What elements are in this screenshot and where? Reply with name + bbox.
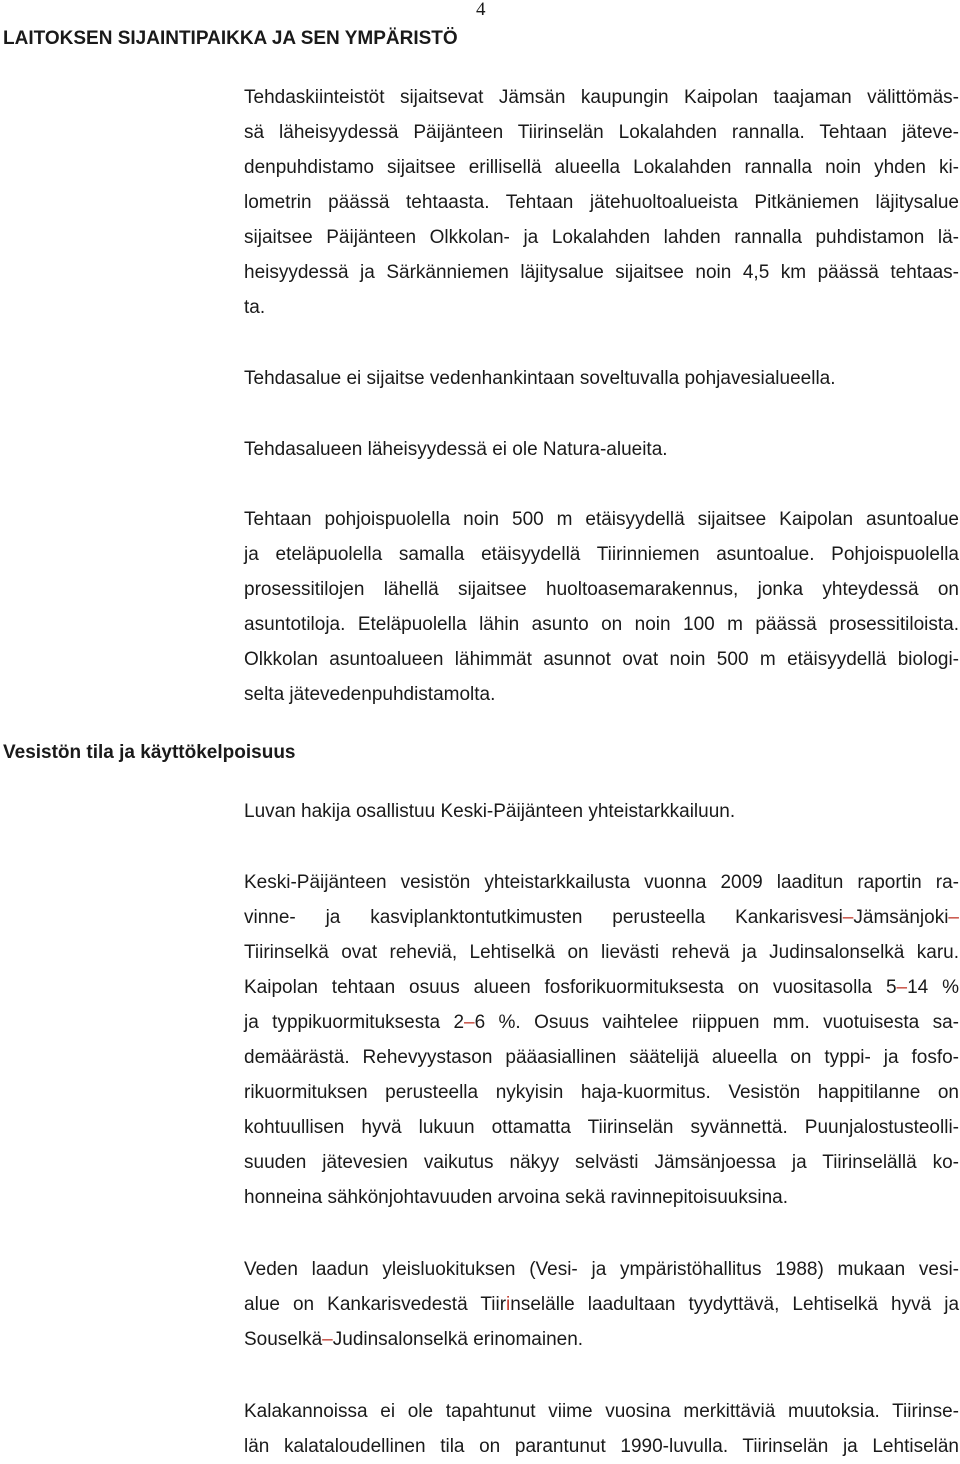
text-line: selta jätevedenpuhdistamolta.	[244, 684, 496, 705]
text-line: Keski-Päijänteen vesistön yhteistarkkailusta vuonna 2009 laaditun raportin ra-	[244, 872, 959, 893]
text-line: Tehdaskiinteistöt sijaitsevat Jämsän kaupungin Kaipolan taajaman välittömäs-	[244, 87, 959, 108]
text-line: ja typpikuormituksesta 2–6 %. Osuus vaihtelee riippuen mm. vuotuisesta sa-	[244, 1012, 959, 1033]
text-line: ta.	[244, 297, 266, 318]
paragraph-monitoring	[244, 794, 959, 829]
paragraph-residential-areas	[244, 502, 959, 712]
text-line: Souselkä–Judinsalonselkä erinomainen.	[244, 1329, 584, 1350]
text-line: Kalakannoissa ei ole tapahtunut viime vuosina merkittäviä muutoksia. Tiirinse-	[244, 1401, 959, 1422]
text-line: kohtuullisen hyvä lukuun ottamatta Tiirinselän syvännettä. Puunjalostusteolli-	[244, 1117, 959, 1138]
paragraph-fish-stocks	[244, 1394, 959, 1464]
text-line: asuntotiloja. Eteläpuolella lähin asunto on noin 100 m päässä prosessitiloista.	[244, 614, 959, 635]
text-line: län kalataloudellinen tila on parantunut 1990-luvulla. Tiirinselän ja Lehtiselän	[244, 1436, 959, 1457]
paragraph-monitoring-report	[244, 865, 959, 1215]
text-line: suuden jätevesien vaikutus näkyy selvästi Jämsänjoessa ja Tiirinselällä ko-	[244, 1152, 959, 1173]
text-line: sijaitsee Päijänteen Olkkolan- ja Lokalahden lahden rannalla puhdistamon lä-	[244, 227, 959, 248]
text-line: heisyydessä ja Särkänniemen läjitysalue sijaitsee noin 4,5 km päässä tehtaas-	[244, 262, 959, 283]
text-line: Tehdasalue ei sijaitse vedenhankintaan soveltuvalla pohjavesialueella.	[244, 368, 836, 389]
text-line: ja eteläpuolella samalla etäisyydellä Tiirinniemen asuntoalue. Pohjoispuolella	[244, 544, 959, 565]
text-line: denpuhdistamo sijaitsee erillisellä alueella Lokalahden rannalla noin yhden ki-	[244, 157, 959, 178]
text-line: sä läheisyydessä Päijänteen Tiirinselän Lokalahden rannalla. Tehtaan jäteve-	[244, 122, 959, 143]
text-line: prosessitilojen lähellä sijaitsee huoltoasemarakennus, jonka yhteydessä on	[244, 579, 959, 600]
text-line: Tehdasalueen läheisyydessä ei ole Natura-alueita.	[244, 439, 668, 460]
page-number: 4	[476, 0, 486, 20]
text-line: lometrin päässä tehtaasta. Tehtaan jätehuoltoalueista Pitkäniemen läjitysalue	[244, 192, 959, 213]
text-line: Veden laadun yleisluokituksen (Vesi- ja ympäristöhallitus 1988) mukaan vesi-	[244, 1259, 959, 1280]
text-line: Tiirinselkä ovat reheviä, Lehtiselkä on lievästi rehevä ja Judinsalonselkä karu.	[244, 942, 959, 963]
paragraph-natura	[244, 432, 959, 467]
text-line: demäärästä. Rehevyystason pääasiallinen säätelijä alueella on typpi- ja fosfo-	[244, 1047, 959, 1068]
text-line: alue on Kankarisvedestä Tiirinselälle laadultaan tyydyttävä, Lehtiselkä hyvä ja	[244, 1294, 960, 1315]
paragraph-factory-location	[244, 80, 959, 325]
text-line: vinne- ja kasviplanktontutkimusten perusteella Kankarisvesi–Jämsänjoki–	[244, 907, 959, 928]
text-line: Luvan hakija osallistuu Keski-Päijänteen yhteistarkkailuun.	[244, 801, 736, 822]
section-heading-water-status: Vesistön tila ja käyttökelpoisuus	[3, 742, 296, 763]
text-line: Olkkolan asuntoalueen lähimmät asunnot ovat noin 500 m etäisyydellä biologi-	[244, 649, 959, 670]
text-line: rikuormituksen perusteella nykyisin haja-kuormitus. Vesistön happitilanne on	[244, 1082, 959, 1103]
paragraph-groundwater	[244, 361, 959, 396]
paragraph-water-classification	[244, 1252, 959, 1357]
text-line: honneina sähkönjohtavuuden arvoina sekä ravinnepitoisuuksina.	[244, 1187, 788, 1208]
section-heading-location: LAITOKSEN SIJAINTIPAIKKA JA SEN YMPÄRISTÖ	[3, 28, 458, 49]
text-line: Tehtaan pohjoispuolella noin 500 m etäisyydellä sijaitsee Kaipolan asuntoalue	[244, 509, 959, 530]
text-line: Kaipolan tehtaan osuus alueen fosforikuormituksesta on vuositasolla 5–14 %	[244, 977, 959, 998]
